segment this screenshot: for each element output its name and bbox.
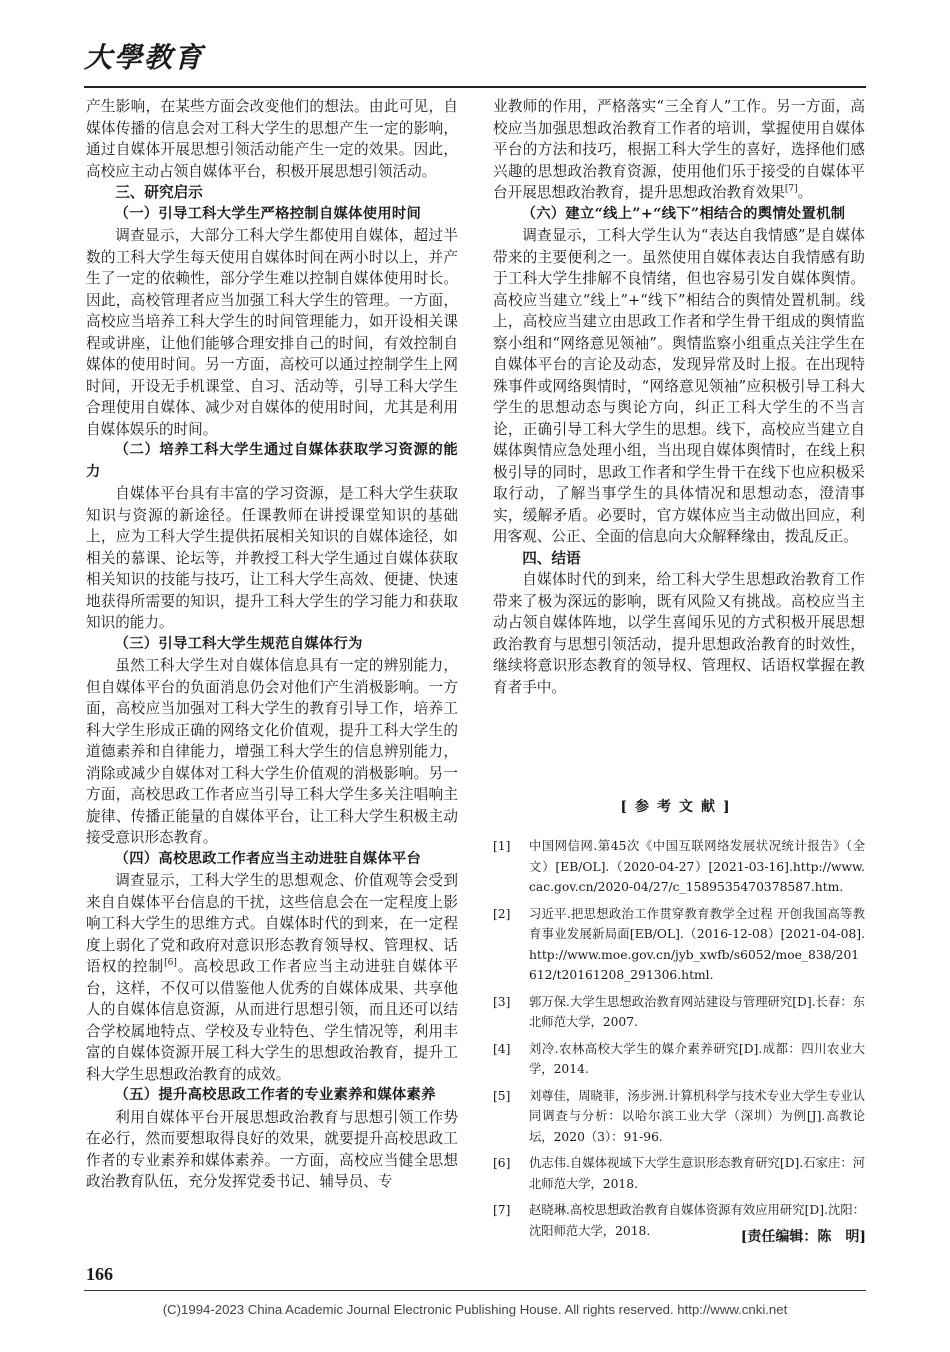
responsible-editor: [责任编辑：陈 明] <box>740 1229 866 1245</box>
reference-number: [2] <box>493 906 511 921</box>
references-list <box>493 836 865 1247</box>
subsection-heading: （二）培养工科大学生通过自媒体获取学习资源的能力 <box>86 442 458 480</box>
paragraph-text: 调查显示，工科大学生的思想观念、价值观等会受到来自自媒体平台信息的干扰，这些信息会在一定程度上影响工科大学生的思维方式。自媒体时代的到来，在一定程度上弱化了党和政府对意识形态教育领导权、管理权、话语权的控制 <box>86 872 458 975</box>
reference-number: [5] <box>493 1088 511 1103</box>
paragraph: 虽然工科大学生对自媒体信息具有一定的辨别能力，但自媒体平台的负面消息仍会对他们产生消极影响。一方面，高校应当加强对工科大学生的教育引导工作，培养工科大学生形成正确的网络文化价值观，提升工科大学生的道德素养和自律能力，增强工科大学生的信息辨别能力，消除或减少自媒体对工科大学生价值观的消极影响。另一方面，高校思政工作者应当引导工科大学生多关注唱响主旋律、传播正能量的自媒体平台，让工科大学生积极主动接受意识形态教育。 <box>86 657 458 846</box>
reference-text: 郭万保.大学生思想政治教育网站建设与管理研究[D].长春：东北师范大学，2007. <box>529 994 865 1029</box>
paragraph <box>86 870 458 1085</box>
section-heading: 四、结语 <box>522 549 581 567</box>
subsection-heading: （三）引导工科大学生规范自媒体行为 <box>114 635 363 652</box>
page-number: 166 <box>86 1264 113 1284</box>
subsection-heading: （四）高校思政工作者应当主动进驻自媒体平台 <box>114 850 422 867</box>
reference-text: 刘冷.农林高校大学生的媒介素养研究[D].成都：四川农业大学，2014. <box>529 1041 865 1076</box>
reference-text: 仇志伟.自媒体视域下大学生意识形态教育研究[D].石家庄：河北师范大学，2018. <box>529 1156 865 1191</box>
footer-divider <box>84 1290 866 1291</box>
subsection-heading: （六）建立“线上”+“线下”相结合的舆情处置机制 <box>521 205 846 222</box>
copyright-footer: (C)1994-2023 China Academic Journal Electronic Publishing House. All rights reserved. http://www.cnki.net <box>162 1302 788 1317</box>
reference-number: [6] <box>493 1156 511 1170</box>
reference-item <box>493 836 865 898</box>
reference-number: [1] <box>493 839 511 853</box>
paragraph: 产生影响，在某些方面会改变他们的想法。由此可见，自媒体传播的信息会对工科大学生的思想产生一定的影响，通过自媒体开展思想引领活动能产生一定的效果。因此，高校应主动占领自媒体平台，积极开展思想引领活动。 <box>86 98 458 180</box>
citation: [6] <box>164 958 177 969</box>
paragraph: 自媒体平台具有丰富的学习资源，是工科大学生获取知识与资源的新途径。任课教师在讲授课堂知识的基础上，应为工科大学生提供拓展相关知识的自媒体途径，如相关的慕课、论坛等，并教授工科大学生通过自媒体获取相关知识的技能与技巧，让工科大学生高效、便捷、快速地获得所需要的知识，提升工科大学生的学习能力和获取知识的能力。 <box>86 485 458 631</box>
right-column <box>493 96 865 698</box>
section-heading: 三、研究启示 <box>115 184 203 201</box>
subsection-heading: （一）引导工科大学生严格控制自媒体使用时间 <box>114 205 422 222</box>
reference-number: [3] <box>493 994 511 1009</box>
reference-text: 中国网信网.第45次《中国互联网络发展状况统计报告》（全文）[EB/OL].（2020-04-27）[2021-03-16].http://www.cac.gov.cn/2020-04/27/c_1589535470378587.htm. <box>529 839 865 894</box>
subsection-heading: （五）提升高校思政工作者的专业素养和媒体素养 <box>114 1087 436 1103</box>
reference-item <box>493 904 865 986</box>
reference-item <box>493 1086 865 1148</box>
reference-text: 刘尊佳，周晓菲，汤步洲.计算机科学与技术专业大学生专业认同调查与分析：以哈尔滨工业大学（深圳）为例[J].高教论坛，2020（3）：91-96. <box>529 1088 865 1144</box>
paragraph: 自媒体时代的到来，给工科大学生思想政治教育工作带来了极为深远的影响，既有风险又有挑战。高校应当主动占领自媒体阵地，以学生喜闻乐见的方式积极开展思想政治教育与思想引领活动，提升思想政治教育的时效性，继续将意识形态教育的领导权、管理权、话语权掌握在教育者手中。 <box>493 571 865 696</box>
paragraph <box>493 96 865 204</box>
reference-item <box>493 1039 865 1080</box>
paragraph-text: 。高校思政工作者应当主动进驻自媒体平台，这样，不仅可以借鉴他人优秀的自媒体成果、共享他人的自媒体信息资源，从而进行思想引领，而且还可以结合学校属地特点、学校及专业特色、学生情况等，利用丰富的自媒体资源开展工科大学生的思想政治教育，提升工科大学生思想政治教育的成效。 <box>86 958 458 1083</box>
references-title: [参考文献] <box>620 799 738 815</box>
reference-text: 习近平.把思想政治工作贯穿教育教学全过程 开创我国高等教育事业发展新局面[EB/OL].（2016-12-08）[2021-04-08].http://www.moe.gov.cn/jyb_xwfb/s6052/moe_838/201612/t20161208_291306.html. <box>529 906 865 982</box>
reference-text: 赵晓琳.高校思想政治教育自媒体资源有效应用研究[D].沈阳：沈阳师范大学，2018. <box>529 1203 865 1238</box>
paragraph: 调查显示，大部分工科大学生都使用自媒体，超过半数的工科大学生每天使用自媒体时间在两小时以上，并产生了一定的依赖性，部分学生难以控制自媒体使用时长。因此，高校管理者应当加强工科大学生的管理。一方面，高校应当培养工科大学生的时间管理能力，如开设相关课程或讲座，让他们能够合理安排自己的时间，有效控制自媒体的使用时间。另一方面，高校可以通过控制学生上网时间，开设无手机课堂、自习、活动等，引导工科大学生合理使用自媒体、减少对自媒体的使用时间，尤其是利用自媒体娱乐的时间。 <box>86 227 458 438</box>
paragraph-text: 。 <box>797 184 813 201</box>
header-divider <box>84 86 866 88</box>
reference-item <box>493 1153 865 1194</box>
reference-number: [7] <box>493 1203 511 1217</box>
journal-logo: 大學教育 <box>84 41 205 74</box>
citation: [7] <box>784 184 798 195</box>
paragraph-text: 业教师的作用，严格落实“三全育人”工作。另一方面，高校应当加强思想政治教育工作者的培训，掌握使用自媒体平台的方法和技巧，根据工科大学生的喜好，选择他们感兴趣的思想政治教育资源，使用他们乐于接受的自媒体平台开展思想政治教育，提升思想政治教育效果 <box>493 98 865 201</box>
paragraph: 利用自媒体平台开展思想政治教育与思想引领工作势在必行，然而要想取得良好的效果，就要提升高校思政工作者的专业素养和媒体素养。一方面，高校应当健全思想政治教育队伍，充分发挥党委书记、辅导员、专 <box>86 1108 458 1190</box>
reference-item <box>493 992 865 1033</box>
paragraph: 调查显示，工科大学生认为“表达自我情感”是自媒体带来的主要便利之一。虽然使用自媒体表达自我情感有助于工科大学生排解不良情绪，但也容易引发自媒体舆情。高校应当建立“线上”+“线下”相结合的舆情处置机制。线上，高校应当建立由思政工作者和学生骨干组成的舆情监察小组和“网络意见领袖”。舆情监察小组重点关注学生在自媒体平台的言论及动态，发现异常及时上报。在出现特殊事件或网络舆情时，“网络意见领袖”应积极引导工科大学生的思想动态与舆论方向，纠正工科大学生的不当言论，正确引导工科大学生的思想。线下，高校应当建立自媒体舆情应急处理小组，当出现自媒体舆情时，在线上积极引导的同时，思政工作者和学生骨干在线下也应积极采取行动，了解当事学生的具体情况和思想动态，澄清事实，缓解矛盾。必要时，官方媒体应当主动做出回应，利用客观、公正、全面的信息向大众解释缘由，拨乱反正。 <box>493 227 865 545</box>
reference-number: [4] <box>493 1041 511 1056</box>
left-column <box>86 96 458 1193</box>
